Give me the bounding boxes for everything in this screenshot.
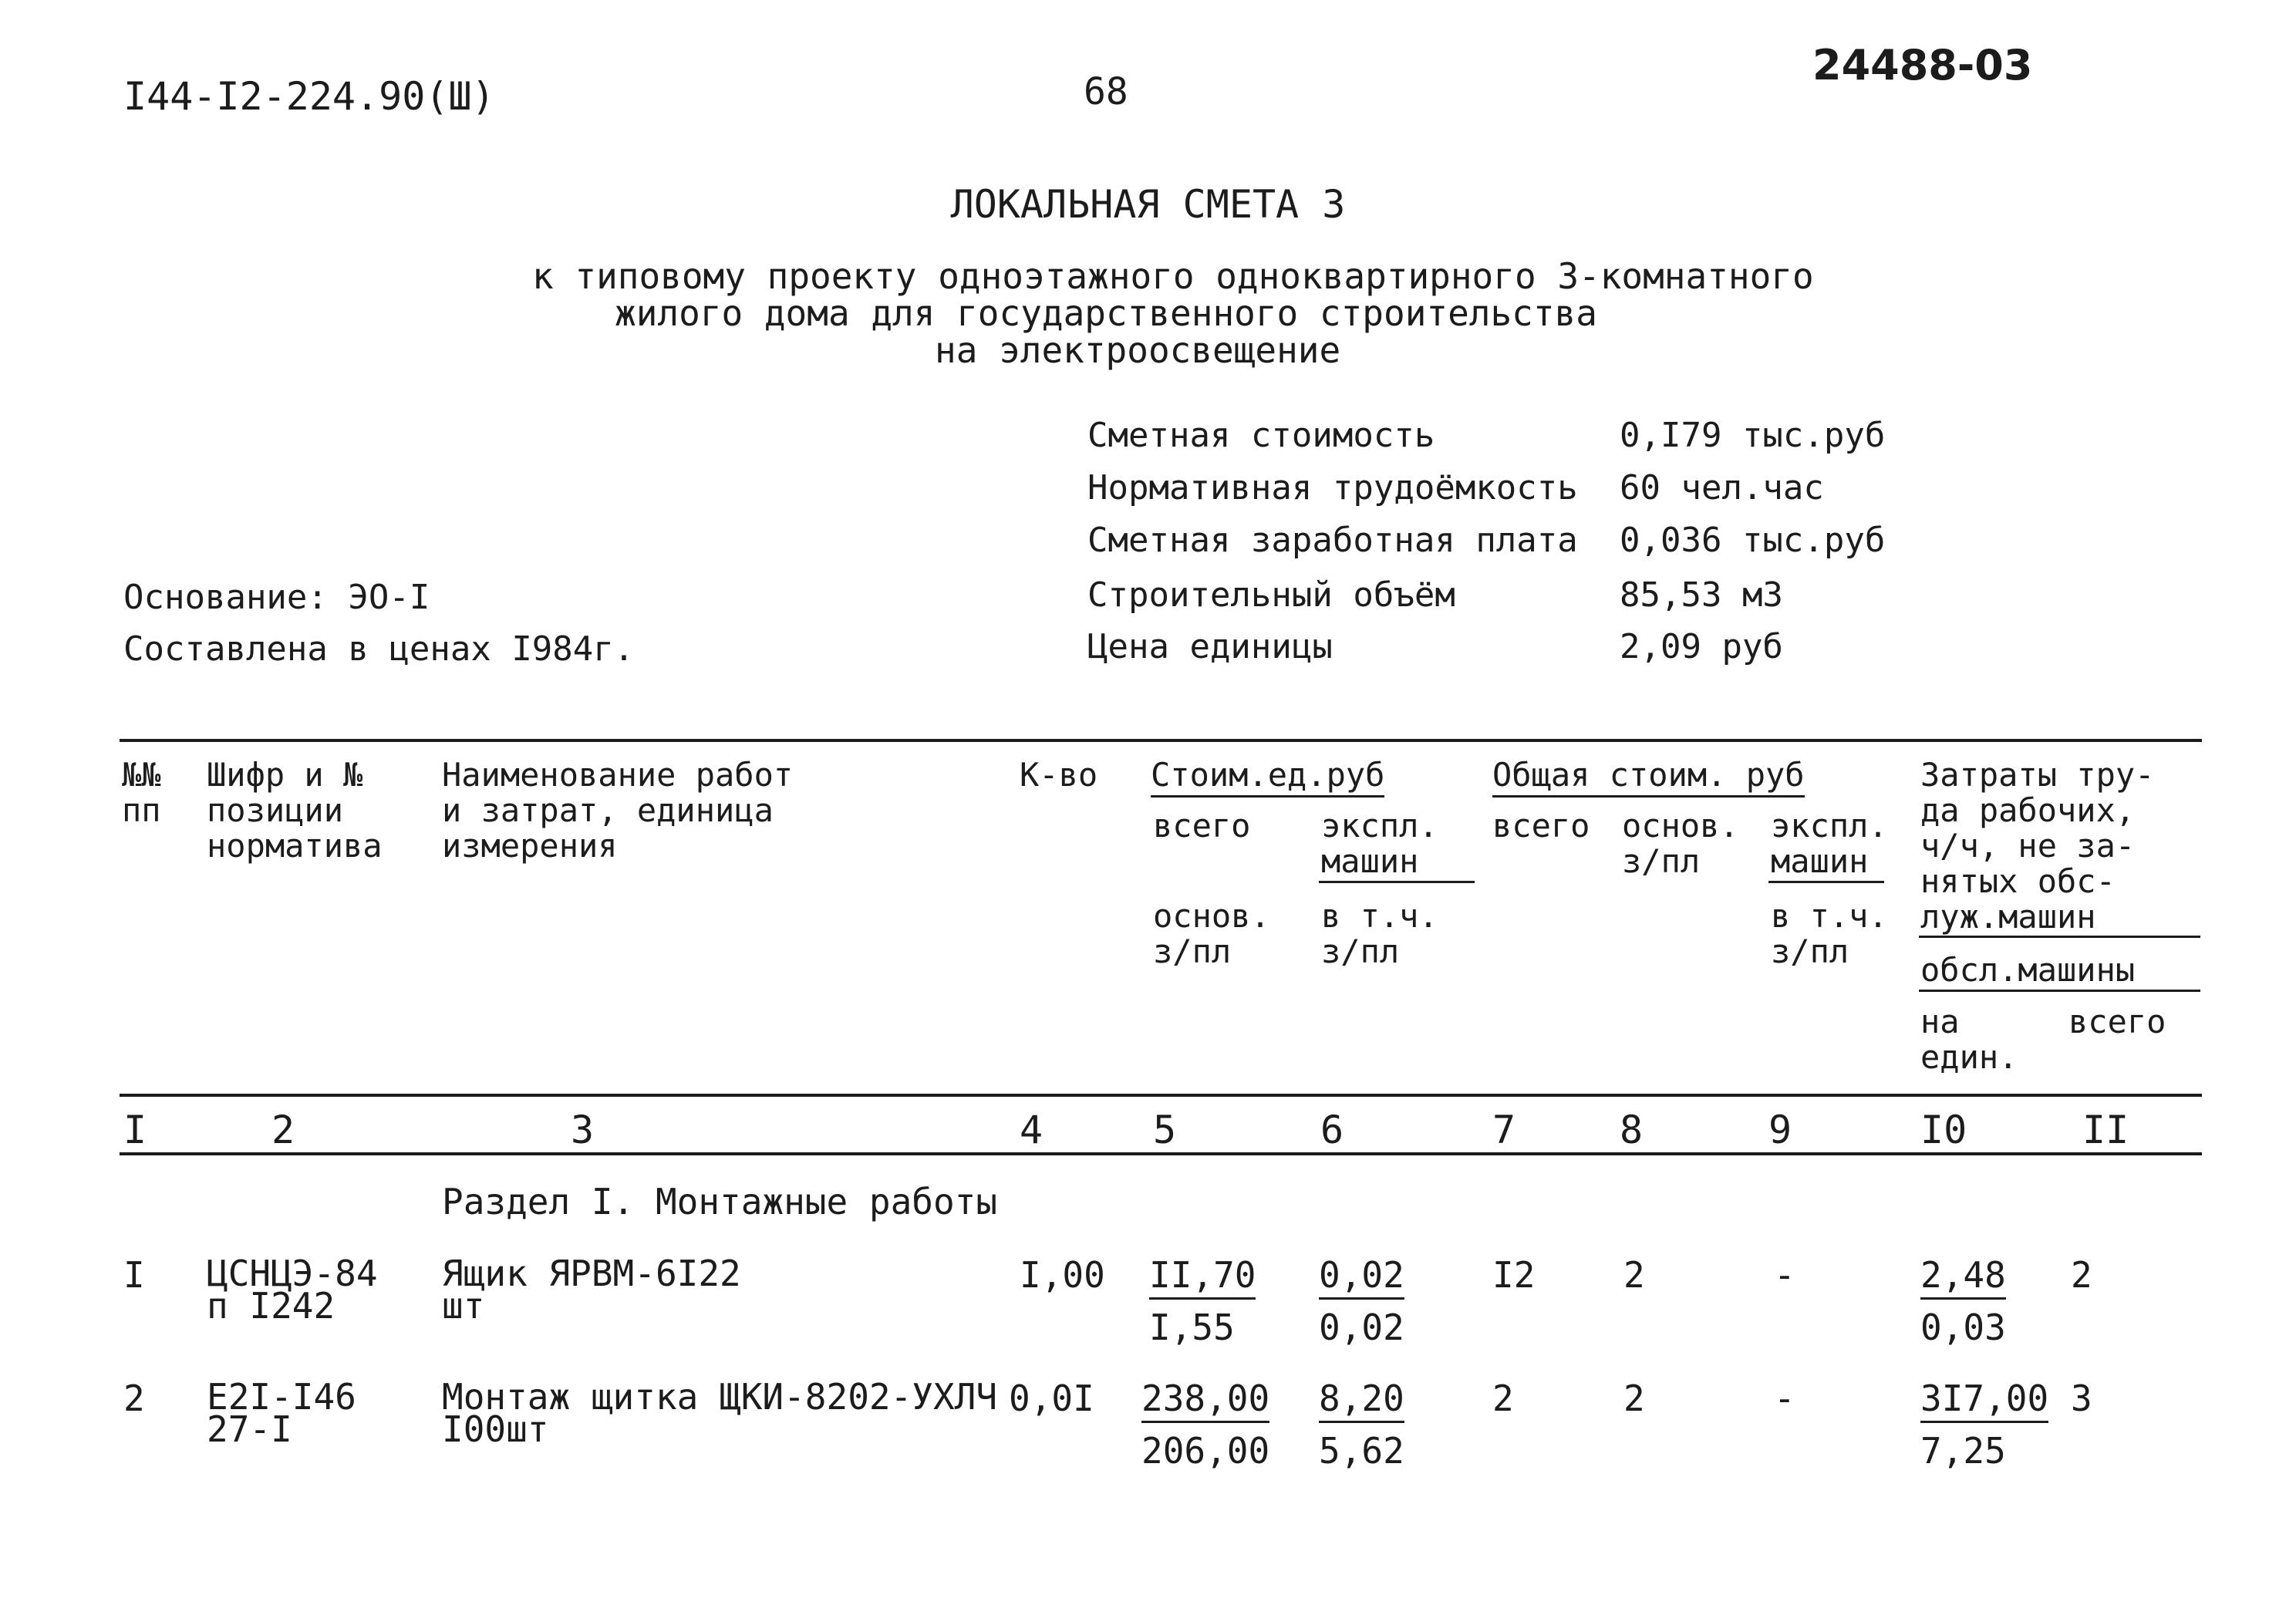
header-labor-service: обсл.машины bbox=[1920, 951, 2136, 989]
table-row-2-unit-base-wage: 206,00 bbox=[1141, 1430, 1270, 1472]
column-number: II bbox=[2082, 1108, 2129, 1152]
table-row-2-unit-machine: 8,20 bbox=[1319, 1378, 1404, 1423]
table-row-1-labor-total: 2 bbox=[2071, 1254, 2092, 1296]
header-col-no: №№ пп bbox=[122, 756, 161, 829]
column-number: 4 bbox=[1020, 1108, 1043, 1152]
table-row-1-unit-machine: 0,02 bbox=[1319, 1254, 1404, 1300]
column-numbers-bottom-rule bbox=[120, 1152, 2202, 1155]
section-title: Раздел I. Монтажные работы bbox=[442, 1181, 998, 1222]
table-row-1-no: I bbox=[123, 1254, 145, 1296]
table-row-1-total-base-wage: 2 bbox=[1623, 1254, 1645, 1296]
title-line-3: на электроосвещение bbox=[935, 329, 1341, 371]
table-row-1-total-all: I2 bbox=[1492, 1254, 1536, 1296]
column-number: 3 bbox=[571, 1108, 595, 1152]
table-row-2-labor-per-unit: 3I7,00 bbox=[1920, 1378, 2048, 1423]
table-row-1-code: ЦСНЦЭ-84 п I242 bbox=[207, 1253, 378, 1327]
table-top-rule bbox=[120, 739, 2202, 742]
summary-value-labor: 60 чел.час bbox=[1620, 468, 1824, 508]
summary-label-cost: Сметная стоимость bbox=[1087, 416, 1435, 455]
column-number: 8 bbox=[1620, 1108, 1644, 1152]
estimate-title: ЛОКАЛЬНАЯ СМЕТА 3 bbox=[950, 182, 1346, 227]
header-col-code: Шифр и № позиции норматива bbox=[207, 756, 383, 865]
archive-number: 24488-03 bbox=[1812, 41, 2033, 89]
header-unit-base-wage: основ. з/пл bbox=[1153, 897, 1270, 970]
table-row-2-unit-total: 238,00 bbox=[1141, 1378, 1269, 1423]
title-line-2: жилого дома для государственного строительства bbox=[615, 292, 1597, 334]
header-total-incl-wage: в т.ч. з/пл bbox=[1771, 897, 1888, 970]
summary-label-unit-price: Цена единицы bbox=[1087, 627, 1333, 666]
header-unit-machine: экспл. машин bbox=[1321, 807, 1438, 880]
column-number: 7 bbox=[1492, 1108, 1516, 1152]
table-row-2-labor-service: 7,25 bbox=[1920, 1430, 2006, 1472]
table-row-2-total-machine: - bbox=[1774, 1378, 1795, 1419]
table-row-2-labor-total: 3 bbox=[2071, 1378, 2092, 1419]
column-number: I bbox=[123, 1108, 147, 1152]
basis-line: Основание: ЭО-I bbox=[123, 578, 430, 617]
summary-value-wage: 0,036 тыс.руб bbox=[1620, 521, 1886, 560]
column-number: 9 bbox=[1768, 1108, 1792, 1152]
title-line-1: к типовому проекту одноэтажного одноквартирного 3-комнатного bbox=[532, 255, 1814, 297]
header-total-total: всего bbox=[1492, 807, 1590, 845]
column-number: 6 bbox=[1320, 1108, 1344, 1152]
prices-line: Составлена в ценах I984г. bbox=[123, 629, 635, 669]
header-unit-incl-wage: в т.ч. з/пл bbox=[1321, 897, 1438, 970]
header-labor-per-unit: на един. bbox=[1920, 1003, 2018, 1076]
table-row-2-name: Монтаж щитка ЩКИ-8202-УХЛЧ I00шт bbox=[442, 1376, 998, 1450]
labor-underline-2 bbox=[1919, 990, 2200, 992]
column-number: 5 bbox=[1153, 1108, 1177, 1152]
table-row-1-unit-total: II,70 bbox=[1149, 1254, 1256, 1300]
header-labor-underlined: луж.машин bbox=[1920, 898, 2096, 936]
header-total-base-wage: основ. з/пл bbox=[1622, 807, 1739, 880]
table-row-2-no: 2 bbox=[123, 1378, 145, 1419]
header-col-qty: К-во bbox=[1020, 756, 1098, 794]
header-bottom-rule bbox=[120, 1094, 2202, 1097]
table-row-1-total-machine: - bbox=[1774, 1254, 1795, 1296]
summary-value-unit-price: 2,09 руб bbox=[1620, 627, 1783, 666]
table-row-2-total-all: 2 bbox=[1492, 1378, 1514, 1419]
table-row-2-qty: 0,0I bbox=[1009, 1378, 1094, 1419]
table-row-2-code: E2I-I46 27-I bbox=[207, 1376, 356, 1450]
document-code: I44-I2-224.90(Ш) bbox=[123, 74, 495, 119]
column-number: 2 bbox=[271, 1108, 295, 1152]
header-labor-title: Затраты тру- да рабочих, ч/ч, не за- нятых обс- bbox=[1920, 756, 2155, 900]
table-row-1-unit-base-wage: I,55 bbox=[1149, 1307, 1235, 1348]
summary-value-cost: 0,I79 тыс.руб bbox=[1620, 416, 1886, 455]
summary-label-wage: Сметная заработная плата bbox=[1087, 521, 1578, 560]
table-row-1-labor-service: 0,03 bbox=[1920, 1307, 2006, 1348]
table-row-1-qty: I,00 bbox=[1020, 1254, 1105, 1296]
header-unit-total: всего bbox=[1153, 807, 1251, 845]
table-row-1-labor-per-unit: 2,48 bbox=[1920, 1254, 2006, 1300]
summary-label-volume: Строительный объём bbox=[1087, 575, 1455, 615]
table-row-2-total-base-wage: 2 bbox=[1623, 1378, 1645, 1419]
table-row-2-unit-incl-wage: 5,62 bbox=[1319, 1430, 1404, 1472]
summary-label-labor: Нормативная трудоёмкость bbox=[1087, 468, 1578, 508]
header-total-cost-group: Общая стоим. руб bbox=[1492, 756, 1805, 798]
table-row-1-name: Ящик ЯРВМ-6I22 шт bbox=[442, 1253, 741, 1327]
summary-value-volume: 85,53 м3 bbox=[1620, 575, 1783, 615]
unit-machine-underline bbox=[1319, 881, 1475, 883]
page-number: 68 bbox=[1084, 70, 1128, 113]
table-row-1-unit-incl-wage: 0,02 bbox=[1319, 1307, 1404, 1348]
header-total-machine: экспл. машин bbox=[1771, 807, 1888, 880]
column-number: I0 bbox=[1920, 1108, 1967, 1152]
header-col-name: Наименование работ и затрат, единица измерения bbox=[442, 756, 794, 865]
header-unit-cost-group: Стоим.ед.руб bbox=[1151, 756, 1384, 798]
total-machine-underline bbox=[1768, 881, 1884, 883]
labor-underline-1 bbox=[1919, 936, 2200, 938]
header-labor-total: всего bbox=[2068, 1003, 2166, 1040]
